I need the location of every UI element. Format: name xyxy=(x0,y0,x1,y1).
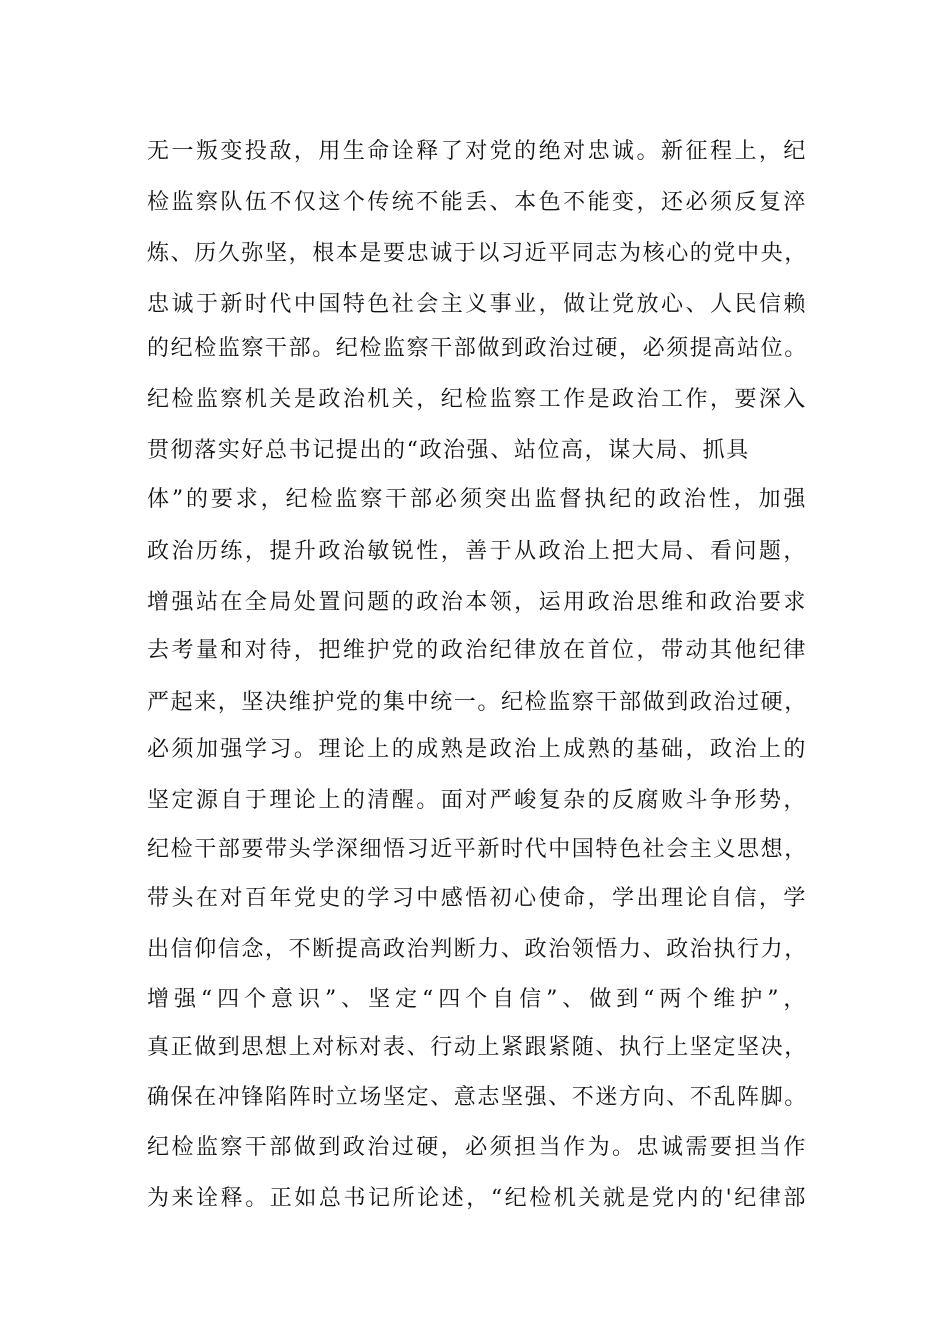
text-line: 政治历练，提升政治敏锐性，善于从政治上把大局、看问题， xyxy=(147,539,807,564)
text-line: 去考量和对待，把维护党的政治纪律放在首位，带动其他纪律 xyxy=(147,638,807,663)
text-line: 纪检干部要带头学深细悟习近平新时代中国特色社会主义思想， xyxy=(147,837,808,862)
text-line: 坚定源自于理论上的清醒。面对严峻复杂的反腐败斗争形势， xyxy=(147,788,807,813)
text-line: 无一叛变投敌，用生命诠释了对党的绝对忠诚。新征程上，纪 xyxy=(147,139,807,164)
text-line: 纪检监察机关是政治机关，纪检监察工作是政治工作，要深入 xyxy=(147,387,807,412)
text-line: 增强站在全局处置问题的政治本领，运用政治思维和政治要求 xyxy=(147,590,807,615)
text-line: 贯彻落实好总书记提出的“政治强、站位高，谋大局、抓具 xyxy=(147,438,750,463)
text-line: 检监察队伍不仅这个传统不能丢、本色不能变，还必须反复淬 xyxy=(147,190,807,215)
text-line: 纪检监察干部做到政治过硬，必须担当作为。忠诚需要担当作 xyxy=(147,1135,807,1160)
text-line: 确保在冲锋陷阵时立场坚定、意志坚强、不迷方向、不乱阵脚。 xyxy=(147,1085,808,1110)
text-line: 真正做到思想上对标对表、行动上紧跟紧随、执行上坚定坚决， xyxy=(147,1035,808,1060)
text-line: 出信仰信念，不断提高政治判断力、政治领悟力、政治执行力， xyxy=(147,937,808,962)
text-line: 忠诚于新时代中国特色社会主义事业，做让党放心、人民信赖 xyxy=(147,292,807,317)
text-line: 的纪检监察干部。纪检监察干部做到政治过硬，必须提高站位。 xyxy=(147,336,808,361)
text-line: 带头在对百年党史的学习中感悟初心使命，学出理论自信，学 xyxy=(147,886,807,911)
text-line: 为来诠释。正如总书记所论述，“纪检机关就是党内的'纪律部 xyxy=(147,1186,807,1211)
text-line: 增强“四个意识”、坚定“四个自信”、做到“两个维护”， xyxy=(147,987,807,1012)
text-line: 炼、历久弥坚，根本是要忠诚于以习近平同志为核心的党中央， xyxy=(147,241,808,266)
text-line: 严起来，坚决维护党的集中统一。纪检监察干部做到政治过硬， xyxy=(147,690,808,715)
text-line: 体”的要求，纪检监察干部必须突出监督执纪的政治性，加强 xyxy=(147,487,807,512)
text-line: 必须加强学习。理论上的成熟是政治上成熟的基础，政治上的 xyxy=(147,737,807,762)
